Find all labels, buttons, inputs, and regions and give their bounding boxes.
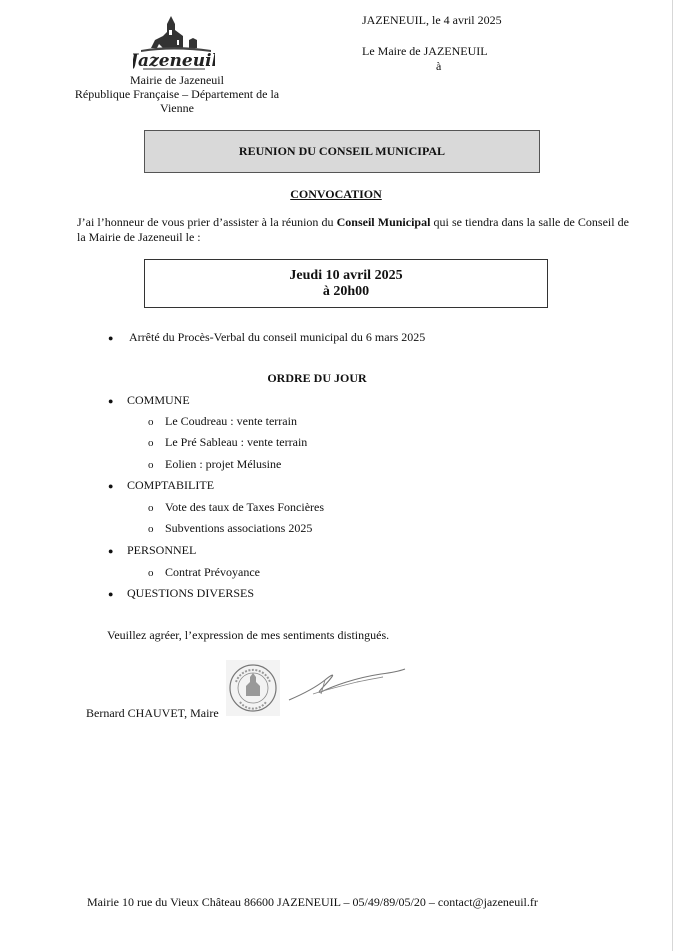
agenda-item	[148, 414, 297, 429]
bullet-icon: ●	[108, 588, 114, 599]
agenda-item	[148, 457, 281, 472]
circle-bullet-icon: o	[148, 501, 154, 514]
bullet-icon: ●	[108, 480, 114, 491]
bullet-icon: ●	[108, 545, 114, 556]
sender-block	[362, 44, 488, 73]
agenda-item-label: Subventions associations 2025	[165, 521, 313, 535]
meeting-date-box	[144, 259, 548, 308]
mairie-line: Vienne	[160, 101, 194, 115]
agenda-heading: ORDRE DU JOUR	[267, 371, 367, 385]
circle-bullet-icon: o	[148, 522, 154, 535]
meeting-date: Jeudi 10 avril 2025	[289, 267, 403, 283]
document-title-text: REUNION DU CONSEIL MUNICIPAL	[238, 144, 446, 158]
handwritten-signature	[285, 664, 407, 704]
intro-text: qui se tiendra dans la salle de Conseil de la Mairie de Jazeneuil le :	[77, 215, 629, 244]
agenda-section	[108, 543, 196, 558]
bullet-icon: ●	[108, 395, 114, 406]
mairie-address-block	[62, 73, 292, 115]
convocation-heading: CONVOCATION	[290, 187, 382, 201]
agenda-section-label: COMMUNE	[127, 393, 190, 407]
footer-address: Mairie 10 rue du Vieux Château 86600 JAZENEUIL – 05/49/89/05/20 – contact@jazeneuil.fr	[87, 895, 538, 909]
date-line: JAZENEUIL, le 4 avril 2025	[362, 13, 502, 27]
bullet-icon: ●	[108, 332, 114, 343]
sender: Le Maire de JAZENEUIL	[362, 44, 488, 58]
agenda-item-label: Contrat Prévoyance	[165, 565, 260, 579]
intro-text: J’ai l’honneur de vous prier d’assister à la réunion du	[77, 215, 337, 229]
mairie-stamp	[226, 660, 280, 716]
agenda-section-label: COMPTABILITE	[127, 478, 215, 492]
circle-bullet-icon: o	[148, 415, 154, 428]
agenda-item-label: Le Coudreau : vente terrain	[165, 414, 297, 428]
circle-bullet-icon: o	[148, 436, 154, 449]
agenda-section	[108, 393, 190, 408]
agenda-item-label: Eolien : projet Mélusine	[165, 457, 282, 471]
list-item	[108, 330, 425, 345]
mairie-line: République Française – Département de la	[74, 87, 280, 101]
agenda-section	[108, 478, 214, 493]
list-item-label: Arrêté du Procès-Verbal du conseil municipal du 6 mars 2025	[129, 330, 426, 344]
mairie-line: Mairie de Jazeneuil	[130, 73, 224, 87]
agenda-section-label: QUESTIONS DIVERSES	[127, 586, 255, 600]
agenda-section	[108, 586, 254, 601]
document-title	[144, 130, 540, 173]
agenda-section-label: PERSONNEL	[127, 543, 197, 557]
intro-paragraph	[77, 215, 629, 245]
agenda-item-label: Le Pré Sableau : vente terrain	[165, 435, 308, 449]
agenda-item	[148, 435, 307, 450]
agenda-item	[148, 521, 312, 536]
circle-bullet-icon: o	[148, 566, 154, 579]
intro-bold: Conseil Municipal	[336, 215, 431, 229]
meeting-time: à 20h00	[322, 283, 370, 299]
recipient-prefix: à	[436, 59, 442, 73]
circle-bullet-icon: o	[148, 458, 154, 471]
signer-name: Bernard CHAUVET, Maire	[86, 706, 219, 720]
agenda-item	[148, 500, 324, 515]
agenda-item-label: Vote des taux de Taxes Foncières	[165, 500, 325, 514]
logo-text: Jazeneuil	[133, 51, 215, 71]
jazeneuil-logo	[133, 14, 215, 72]
agenda-item	[148, 565, 260, 580]
closing-line: Veuillez agréer, l’expression de mes sentiments distingués.	[107, 628, 390, 642]
